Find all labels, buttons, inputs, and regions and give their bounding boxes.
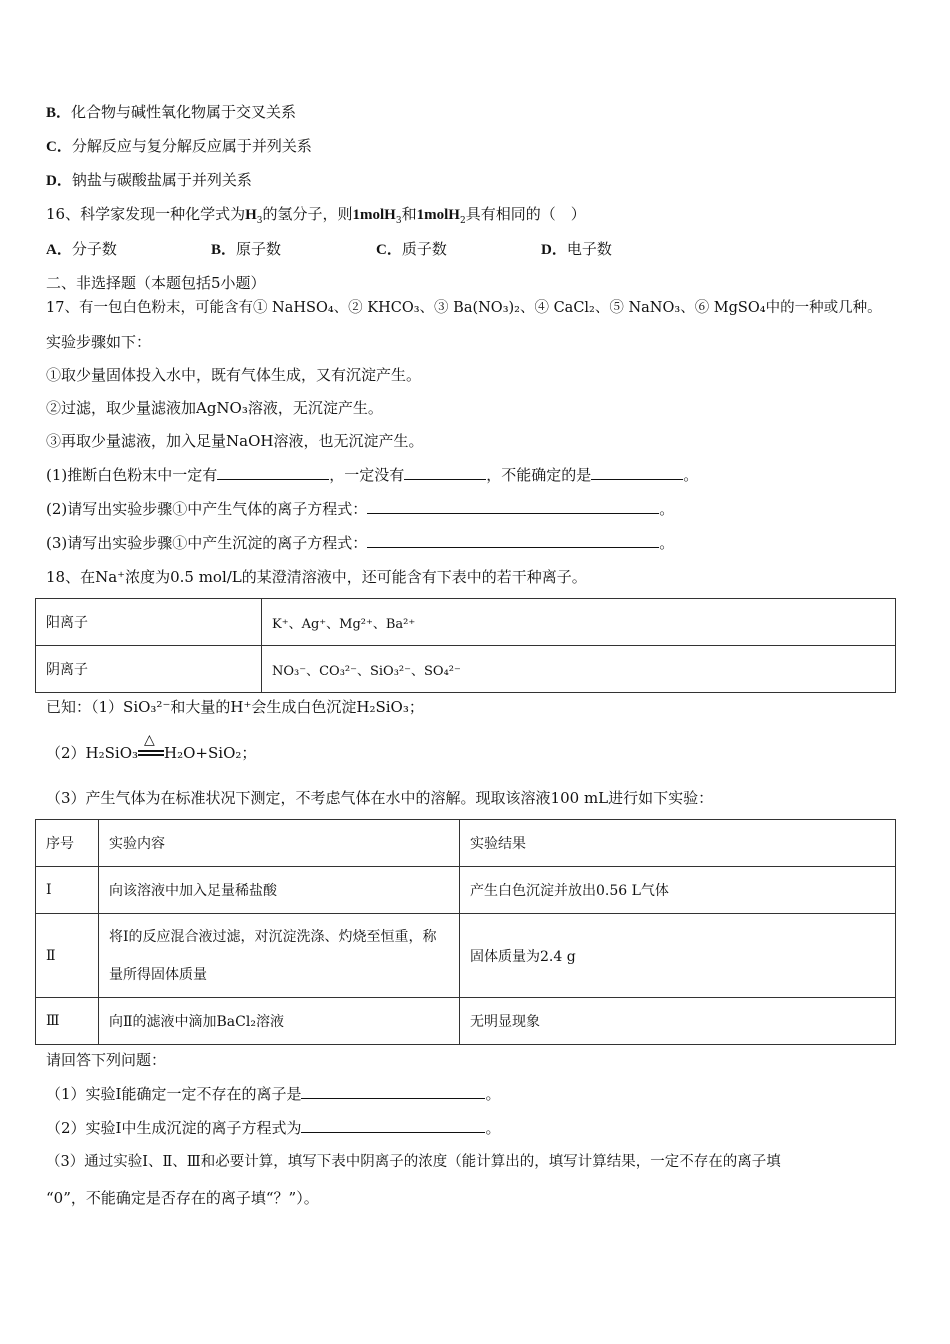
q15-option-d: [46, 170, 252, 191]
q17-steps-title: 实验步骤如下：: [46, 333, 152, 351]
q15-option-b: [46, 102, 296, 123]
option-text: 分子数: [71, 240, 117, 258]
q17-step-3: ③再取少量滤液，加入足量NaOH溶液，也无沉淀产生。: [46, 432, 424, 450]
table-row: [36, 867, 896, 914]
q16-and: 和: [401, 205, 417, 223]
q17-step-2: ②过滤，取少量滤液加AgNO₃溶液，无沉淀产生。: [46, 399, 383, 417]
ion-type-cell: 阴离子: [36, 646, 262, 693]
q15-option-c: [46, 136, 312, 157]
answer-prompt: 请回答下列问题：: [46, 1051, 167, 1069]
equation-right: H₂O+SiO₂；: [164, 744, 257, 762]
q16-mid: 的氢分子，则: [262, 205, 353, 223]
answer-blank[interactable]: [301, 1118, 485, 1133]
table-row: [36, 998, 896, 1045]
formula-mol1: 1molH: [352, 207, 396, 223]
q16-option-a: [46, 239, 211, 260]
option-label: C．: [376, 242, 402, 258]
option-label: D．: [541, 242, 567, 258]
q16-stem: [46, 204, 586, 225]
option-label: C．: [46, 139, 72, 155]
q18-sub2: [46, 1118, 501, 1138]
option-text: 分解反应与复分解反应属于并列关系: [71, 137, 312, 155]
q17-sub2: [46, 499, 674, 519]
header-result: 实验结果: [460, 820, 896, 867]
q17-step-1: ①取少量固体投入水中，既有气体生成，又有沉淀产生。: [46, 366, 422, 384]
q18-sub1: [46, 1084, 501, 1104]
formula-mol2: 1molH: [416, 207, 460, 223]
q18-sub3-line2: “0”，不能确定是否存在的离子填“？”）。: [46, 1189, 319, 1207]
row-no: Ⅲ: [36, 998, 99, 1045]
equation-left: （2）H₂SiO₃: [46, 744, 139, 762]
subscript: 3: [256, 216, 263, 226]
table-row: [36, 646, 896, 693]
option-text: 原子数: [236, 240, 282, 258]
option-label: B．: [211, 242, 237, 258]
sub1-text-c: ，不能确定的是: [486, 466, 592, 484]
answer-blank[interactable]: [591, 465, 683, 480]
table-row: [36, 599, 896, 646]
heat-equals-icon: [138, 732, 164, 763]
q18-known-3: （3）产生气体为在标准状况下测定，不考虑气体在水中的溶解。现取该溶液100 mL进行如下实验：: [46, 789, 714, 807]
period: 。: [659, 534, 675, 552]
option-text: 质子数: [401, 240, 447, 258]
q18-known-2: [46, 732, 257, 763]
answer-blank[interactable]: [367, 499, 659, 514]
subscript: 3: [395, 216, 402, 226]
ion-type-cell: 阳离子: [36, 599, 262, 646]
row-result: 产生白色沉淀并放出0.56 L气体: [460, 867, 896, 914]
sub2-text: （2）实验Ⅰ中生成沉淀的离子方程式为: [46, 1119, 302, 1137]
ion-list-cell: NO₃⁻、CO₃²⁻、SiO₃²⁻、SO₄²⁻: [262, 646, 896, 693]
formula-h: H: [245, 207, 257, 223]
q17-stem: 17、有一包白色粉末，可能含有① NaHSO₄、② KHCO₃、③ Ba(NO₃)₂、④ CaCl₂、⑤ NaNO₃、⑥ MgSO₄中的一种或几种。: [46, 300, 882, 316]
period: 。: [485, 1085, 501, 1103]
sub3-text: (3)请写出实验步骤①中产生沉淀的离子方程式：: [46, 534, 368, 552]
period: 。: [485, 1119, 501, 1137]
option-text: 化合物与碱性氧化物属于交叉关系: [71, 103, 297, 121]
q17-sub3: [46, 533, 674, 553]
table-header-row: [36, 820, 896, 867]
sub2-text: (2)请写出实验步骤①中产生气体的离子方程式：: [46, 500, 368, 518]
header-no: 序号: [36, 820, 99, 867]
answer-blank[interactable]: [301, 1084, 485, 1099]
row-content: 向Ⅱ的滤液中滴加BaCl₂溶液: [99, 998, 460, 1045]
row-result: 无明显现象: [460, 998, 896, 1045]
option-text: 电子数: [566, 240, 612, 258]
experiment-table: [35, 819, 896, 1045]
option-label: D．: [46, 173, 72, 189]
section-title: 二、非选择题（本题包括5小题）: [46, 274, 266, 292]
option-text: 钠盐与碳酸盐属于并列关系: [71, 171, 252, 189]
period: 。: [683, 466, 699, 484]
q17-sub1: [46, 465, 698, 485]
row-content: 将Ⅰ的反应混合液过滤，对沉淀洗涤、灼烧至恒重，称量所得固体质量: [99, 914, 460, 998]
q18-sub3-line1: （3）通过实验Ⅰ、Ⅱ、Ⅲ和必要计算，填写下表中阴离子的浓度（能计算出的，填写计算结果，一定不存在的离子填: [46, 1154, 781, 1170]
option-label: A．: [46, 242, 72, 258]
period: 。: [659, 500, 675, 518]
ion-table: [35, 598, 896, 693]
heat-triangle-icon: △: [144, 732, 155, 748]
q16-option-b: [211, 239, 376, 260]
sub1-text-b: ，一定没有: [329, 466, 405, 484]
q16-suffix: 具有相同的（ ）: [465, 205, 586, 223]
q18-known-1: 已知：（1）SiO₃²⁻和大量的H⁺会生成白色沉淀H₂SiO₃；: [46, 698, 424, 716]
answer-blank[interactable]: [404, 465, 486, 480]
table-row: [36, 914, 896, 998]
q16-prefix: 16、科学家发现一种化学式为: [46, 205, 246, 223]
option-label: B．: [46, 105, 72, 121]
q16-options: [46, 239, 706, 260]
ion-list-cell: K⁺、Ag⁺、Mg²⁺、Ba²⁺: [262, 599, 896, 646]
row-content: 向该溶液中加入足量稀盐酸: [99, 867, 460, 914]
header-content: 实验内容: [99, 820, 460, 867]
subscript: 2: [459, 216, 466, 226]
row-no: Ⅱ: [36, 914, 99, 998]
q18-stem: 18、在Na⁺浓度为0.5 mol/L的某澄清溶液中，还可能含有下表中的若干种离子。: [46, 568, 587, 586]
row-result: 固体质量为2.4 g: [460, 914, 896, 998]
answer-blank[interactable]: [217, 465, 329, 480]
sub1-text: （1）实验Ⅰ能确定一定不存在的离子是: [46, 1085, 302, 1103]
q16-option-d: [541, 239, 706, 260]
answer-blank[interactable]: [367, 533, 659, 548]
sub1-text-a: (1)推断白色粉末中一定有: [46, 466, 218, 484]
row-no: Ⅰ: [36, 867, 99, 914]
q16-option-c: [376, 239, 541, 260]
